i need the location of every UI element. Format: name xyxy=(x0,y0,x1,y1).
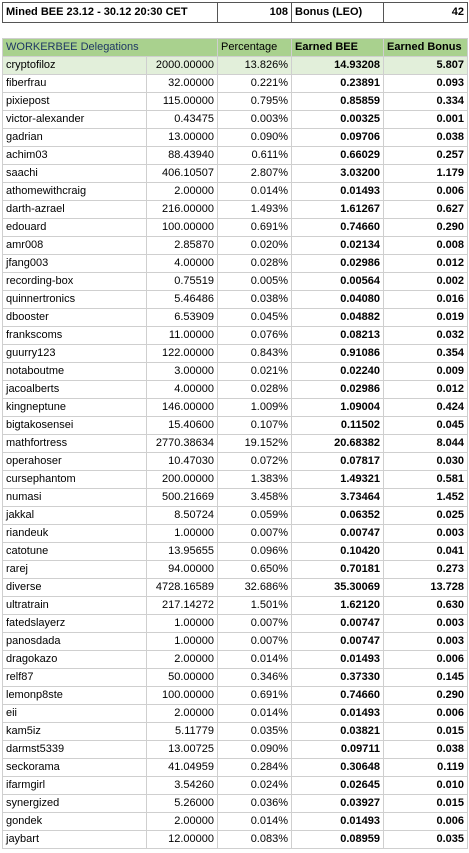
earned-bee-cell[interactable]: 0.23891 xyxy=(292,75,384,93)
percentage-cell[interactable]: 2.807% xyxy=(218,165,292,183)
table-row xyxy=(3,471,468,489)
percentage-cell[interactable]: 0.038% xyxy=(218,291,292,309)
delegator-name-cell[interactable]: gadrian xyxy=(3,129,147,147)
table-row xyxy=(3,165,468,183)
table-row xyxy=(3,381,468,399)
earned-bonus-cell[interactable]: 0.627 xyxy=(384,201,468,219)
table-row xyxy=(3,651,468,669)
delegator-name-cell[interactable]: seckorama xyxy=(3,759,147,777)
delegation-amount-cell[interactable]: 3.54260 xyxy=(147,777,218,795)
earned-bee-cell[interactable]: 0.00325 xyxy=(292,111,384,129)
earned-bonus-cell[interactable]: 0.030 xyxy=(384,453,468,471)
percentage-cell[interactable]: 0.020% xyxy=(218,237,292,255)
table-row xyxy=(3,561,468,579)
earned-bonus-cell[interactable]: 0.012 xyxy=(384,255,468,273)
delegation-amount-cell[interactable]: 115.00000 xyxy=(147,93,218,111)
delegation-amount-cell[interactable]: 406.10507 xyxy=(147,165,218,183)
delegation-amount-cell[interactable]: 3.00000 xyxy=(147,363,218,381)
percentage-cell[interactable]: 0.014% xyxy=(218,705,292,723)
delegation-amount-cell[interactable]: 2.00000 xyxy=(147,705,218,723)
earned-bee-cell[interactable]: 0.07817 xyxy=(292,453,384,471)
delegation-amount-cell[interactable]: 13.95655 xyxy=(147,543,218,561)
percentage-cell[interactable]: 0.059% xyxy=(218,507,292,525)
delegation-amount-cell[interactable]: 5.11779 xyxy=(147,723,218,741)
delegator-name-cell[interactable]: cursephantom xyxy=(3,471,147,489)
earned-bee-cell[interactable]: 0.30648 xyxy=(292,759,384,777)
earned-bee-cell[interactable]: 0.00747 xyxy=(292,615,384,633)
earned-bonus-cell[interactable]: 0.045 xyxy=(384,417,468,435)
table-row xyxy=(3,219,468,237)
delegation-amount-cell[interactable]: 88.43940 xyxy=(147,147,218,165)
header-earned-bee[interactable]: Earned BEE xyxy=(292,39,384,57)
delegations-table xyxy=(2,2,468,849)
percentage-cell[interactable]: 0.843% xyxy=(218,345,292,363)
table-row xyxy=(3,831,468,849)
earned-bonus-cell[interactable]: 13.728 xyxy=(384,579,468,597)
table-row xyxy=(3,291,468,309)
earned-bee-cell[interactable]: 3.73464 xyxy=(292,489,384,507)
blank-row xyxy=(3,23,468,39)
mined-value-cell[interactable]: 108 xyxy=(218,3,292,23)
delegator-name-cell[interactable]: recording-box xyxy=(3,273,147,291)
delegator-name-cell[interactable]: diverse xyxy=(3,579,147,597)
delegation-amount-cell[interactable]: 8.50724 xyxy=(147,507,218,525)
table-row xyxy=(3,417,468,435)
percentage-cell[interactable]: 19.152% xyxy=(218,435,292,453)
earned-bonus-cell[interactable]: 0.119 xyxy=(384,759,468,777)
delegator-name-cell[interactable]: kingneptune xyxy=(3,399,147,417)
earned-bonus-cell[interactable]: 0.012 xyxy=(384,381,468,399)
earned-bonus-cell[interactable]: 0.257 xyxy=(384,147,468,165)
delegator-name-cell[interactable]: catotune xyxy=(3,543,147,561)
percentage-cell[interactable]: 3.458% xyxy=(218,489,292,507)
earned-bonus-cell[interactable]: 0.032 xyxy=(384,327,468,345)
delegation-amount-cell[interactable]: 100.00000 xyxy=(147,687,218,705)
earned-bonus-cell[interactable]: 0.009 xyxy=(384,363,468,381)
table-row xyxy=(3,795,468,813)
earned-bee-cell[interactable]: 0.02134 xyxy=(292,237,384,255)
table-row xyxy=(3,507,468,525)
earned-bee-cell[interactable]: 0.11502 xyxy=(292,417,384,435)
earned-bee-cell[interactable]: 20.68382 xyxy=(292,435,384,453)
percentage-cell[interactable]: 0.028% xyxy=(218,255,292,273)
delegation-amount-cell[interactable]: 2000.00000 xyxy=(147,57,218,75)
table-row xyxy=(3,813,468,831)
earned-bonus-cell[interactable]: 0.019 xyxy=(384,309,468,327)
table-row xyxy=(3,345,468,363)
table-row xyxy=(3,57,468,75)
delegator-name-cell[interactable]: ifarmgirl xyxy=(3,777,147,795)
delegation-amount-cell[interactable]: 4728.16589 xyxy=(147,579,218,597)
earned-bee-cell[interactable]: 1.09004 xyxy=(292,399,384,417)
percentage-cell[interactable]: 0.795% xyxy=(218,93,292,111)
earned-bee-cell[interactable]: 0.01493 xyxy=(292,183,384,201)
delegation-amount-cell[interactable]: 500.21669 xyxy=(147,489,218,507)
earned-bonus-cell[interactable]: 0.006 xyxy=(384,813,468,831)
percentage-cell[interactable]: 0.090% xyxy=(218,129,292,147)
delegation-amount-cell[interactable]: 1.00000 xyxy=(147,525,218,543)
table-row xyxy=(3,705,468,723)
percentage-cell[interactable]: 0.083% xyxy=(218,831,292,849)
percentage-cell[interactable]: 0.035% xyxy=(218,723,292,741)
delegator-name-cell[interactable]: mathfortress xyxy=(3,435,147,453)
table-row xyxy=(3,435,468,453)
table-row xyxy=(3,741,468,759)
percentage-cell[interactable]: 0.691% xyxy=(218,687,292,705)
table-row xyxy=(3,201,468,219)
delegation-amount-cell[interactable]: 0.43475 xyxy=(147,111,218,129)
table-row xyxy=(3,111,468,129)
percentage-cell[interactable]: 0.021% xyxy=(218,363,292,381)
bonus-value-cell[interactable]: 42 xyxy=(384,3,468,23)
delegator-name-cell[interactable]: pixiepost xyxy=(3,93,147,111)
blank-cell[interactable] xyxy=(3,23,468,39)
earned-bonus-cell[interactable]: 0.006 xyxy=(384,183,468,201)
table-row xyxy=(3,777,468,795)
delegator-name-cell[interactable]: numasi xyxy=(3,489,147,507)
earned-bee-cell[interactable]: 35.30069 xyxy=(292,579,384,597)
earned-bee-cell[interactable]: 0.01493 xyxy=(292,813,384,831)
percentage-cell[interactable]: 32.686% xyxy=(218,579,292,597)
delegation-amount-cell[interactable]: 200.00000 xyxy=(147,471,218,489)
earned-bee-cell[interactable]: 0.74660 xyxy=(292,687,384,705)
table-row xyxy=(3,723,468,741)
earned-bee-cell[interactable]: 0.09711 xyxy=(292,741,384,759)
delegation-amount-cell[interactable]: 216.00000 xyxy=(147,201,218,219)
delegator-name-cell[interactable]: kam5iz xyxy=(3,723,147,741)
earned-bee-cell[interactable]: 1.49321 xyxy=(292,471,384,489)
earned-bonus-cell[interactable]: 5.807 xyxy=(384,57,468,75)
earned-bonus-cell[interactable]: 0.006 xyxy=(384,705,468,723)
delegation-amount-cell[interactable]: 5.46486 xyxy=(147,291,218,309)
delegation-amount-cell[interactable]: 94.00000 xyxy=(147,561,218,579)
table-row xyxy=(3,273,468,291)
earned-bonus-cell[interactable]: 8.044 xyxy=(384,435,468,453)
earned-bonus-cell[interactable]: 0.630 xyxy=(384,597,468,615)
earned-bee-cell[interactable]: 0.66029 xyxy=(292,147,384,165)
earned-bonus-cell[interactable]: 0.003 xyxy=(384,525,468,543)
earned-bee-cell[interactable]: 0.01493 xyxy=(292,651,384,669)
delegator-name-cell[interactable]: dbooster xyxy=(3,309,147,327)
delegator-name-cell[interactable]: guurry123 xyxy=(3,345,147,363)
delegator-name-cell[interactable]: rarej xyxy=(3,561,147,579)
earned-bee-cell[interactable]: 0.10420 xyxy=(292,543,384,561)
bonus-label-cell[interactable]: Bonus (LEO) xyxy=(292,3,384,23)
percentage-cell[interactable]: 0.221% xyxy=(218,75,292,93)
earned-bee-cell[interactable]: 0.02986 xyxy=(292,255,384,273)
delegation-amount-cell[interactable]: 2.00000 xyxy=(147,183,218,201)
table-row xyxy=(3,453,468,471)
delegator-name-cell[interactable]: jaybart xyxy=(3,831,147,849)
header-percentage[interactable]: Percentage xyxy=(218,39,292,57)
table-row xyxy=(3,489,468,507)
earned-bee-cell[interactable]: 1.62120 xyxy=(292,597,384,615)
earned-bonus-cell[interactable]: 0.290 xyxy=(384,687,468,705)
earned-bonus-cell[interactable]: 0.001 xyxy=(384,111,468,129)
earned-bonus-cell[interactable]: 0.038 xyxy=(384,129,468,147)
delegator-name-cell[interactable]: amr008 xyxy=(3,237,147,255)
earned-bonus-cell[interactable]: 0.093 xyxy=(384,75,468,93)
earned-bee-cell[interactable]: 14.93208 xyxy=(292,57,384,75)
earned-bee-cell[interactable]: 0.02986 xyxy=(292,381,384,399)
table-row xyxy=(3,183,468,201)
delegation-amount-cell[interactable]: 12.00000 xyxy=(147,831,218,849)
percentage-cell[interactable]: 0.014% xyxy=(218,651,292,669)
delegator-name-cell[interactable]: jfang003 xyxy=(3,255,147,273)
table-row xyxy=(3,597,468,615)
percentage-cell[interactable]: 0.028% xyxy=(218,381,292,399)
delegation-amount-cell[interactable]: 5.26000 xyxy=(147,795,218,813)
earned-bee-cell[interactable]: 0.03821 xyxy=(292,723,384,741)
table-row xyxy=(3,669,468,687)
header-delegations[interactable]: WORKERBEE Delegations xyxy=(3,39,218,57)
earned-bee-cell[interactable]: 1.61267 xyxy=(292,201,384,219)
delegator-name-cell[interactable]: achim03 xyxy=(3,147,147,165)
delegation-amount-cell[interactable]: 41.04959 xyxy=(147,759,218,777)
delegation-amount-cell[interactable]: 1.00000 xyxy=(147,615,218,633)
delegator-name-cell[interactable]: synergized xyxy=(3,795,147,813)
delegation-amount-cell[interactable]: 217.14272 xyxy=(147,597,218,615)
delegator-name-cell[interactable]: victor-alexander xyxy=(3,111,147,129)
delegator-name-cell[interactable]: cryptofiloz xyxy=(3,57,147,75)
earned-bee-cell[interactable]: 0.09706 xyxy=(292,129,384,147)
earned-bee-cell[interactable]: 0.00747 xyxy=(292,633,384,651)
earned-bonus-cell[interactable]: 0.006 xyxy=(384,651,468,669)
table-row xyxy=(3,579,468,597)
earned-bee-cell[interactable]: 0.06352 xyxy=(292,507,384,525)
table-row xyxy=(3,237,468,255)
delegation-amount-cell[interactable]: 4.00000 xyxy=(147,381,218,399)
percentage-cell[interactable]: 0.096% xyxy=(218,543,292,561)
earned-bonus-cell[interactable]: 0.010 xyxy=(384,777,468,795)
earned-bonus-cell[interactable]: 0.581 xyxy=(384,471,468,489)
delegation-amount-cell[interactable]: 10.47030 xyxy=(147,453,218,471)
delegator-name-cell[interactable]: notaboutme xyxy=(3,363,147,381)
percentage-cell[interactable]: 0.014% xyxy=(218,183,292,201)
earned-bonus-cell[interactable]: 0.016 xyxy=(384,291,468,309)
percentage-cell[interactable]: 0.691% xyxy=(218,219,292,237)
earned-bonus-cell[interactable]: 0.008 xyxy=(384,237,468,255)
delegator-name-cell[interactable]: operahoser xyxy=(3,453,147,471)
delegator-name-cell[interactable]: edouard xyxy=(3,219,147,237)
earned-bonus-cell[interactable]: 0.041 xyxy=(384,543,468,561)
table-row xyxy=(3,75,468,93)
percentage-cell[interactable]: 0.014% xyxy=(218,813,292,831)
delegation-amount-cell[interactable]: 100.00000 xyxy=(147,219,218,237)
delegator-name-cell[interactable]: gondek xyxy=(3,813,147,831)
delegator-name-cell[interactable]: dragokazo xyxy=(3,651,147,669)
percentage-cell[interactable]: 1.383% xyxy=(218,471,292,489)
earned-bonus-cell[interactable]: 0.334 xyxy=(384,93,468,111)
earned-bee-cell[interactable]: 3.03200 xyxy=(292,165,384,183)
header-row xyxy=(3,39,468,57)
percentage-cell[interactable]: 0.005% xyxy=(218,273,292,291)
header-earned-bonus[interactable]: Earned Bonus xyxy=(384,39,468,57)
delegator-name-cell[interactable]: bigtakosensei xyxy=(3,417,147,435)
delegator-name-cell[interactable]: jacoalberts xyxy=(3,381,147,399)
earned-bee-cell[interactable]: 0.04882 xyxy=(292,309,384,327)
table-row xyxy=(3,129,468,147)
table-row xyxy=(3,543,468,561)
delegation-amount-cell[interactable]: 32.00000 xyxy=(147,75,218,93)
delegator-name-cell[interactable]: saachi xyxy=(3,165,147,183)
delegator-name-cell[interactable]: ultratrain xyxy=(3,597,147,615)
earned-bonus-cell[interactable]: 1.179 xyxy=(384,165,468,183)
percentage-cell[interactable]: 0.007% xyxy=(218,525,292,543)
table-row xyxy=(3,687,468,705)
delegation-amount-cell[interactable]: 2.85870 xyxy=(147,237,218,255)
percentage-cell[interactable]: 0.107% xyxy=(218,417,292,435)
delegator-name-cell[interactable]: frankscoms xyxy=(3,327,147,345)
earned-bonus-cell[interactable]: 0.424 xyxy=(384,399,468,417)
table-row xyxy=(3,93,468,111)
percentage-cell[interactable]: 0.007% xyxy=(218,615,292,633)
delegator-name-cell[interactable]: darth-azrael xyxy=(3,201,147,219)
delegator-name-cell[interactable]: panosdada xyxy=(3,633,147,651)
delegation-amount-cell[interactable]: 11.00000 xyxy=(147,327,218,345)
delegator-name-cell[interactable]: lemonp8ste xyxy=(3,687,147,705)
percentage-cell[interactable]: 0.090% xyxy=(218,741,292,759)
percentage-cell[interactable]: 1.493% xyxy=(218,201,292,219)
earned-bonus-cell[interactable]: 0.038 xyxy=(384,741,468,759)
percentage-cell[interactable]: 0.076% xyxy=(218,327,292,345)
earned-bonus-cell[interactable]: 0.290 xyxy=(384,219,468,237)
table-row xyxy=(3,327,468,345)
earned-bee-cell[interactable]: 0.02240 xyxy=(292,363,384,381)
percentage-cell[interactable]: 0.346% xyxy=(218,669,292,687)
table-row xyxy=(3,633,468,651)
delegator-name-cell[interactable]: fiberfrau xyxy=(3,75,147,93)
table-row xyxy=(3,147,468,165)
percentage-cell[interactable]: 0.045% xyxy=(218,309,292,327)
earned-bee-cell[interactable]: 0.04080 xyxy=(292,291,384,309)
earned-bonus-cell[interactable]: 0.003 xyxy=(384,633,468,651)
delegator-name-cell[interactable]: quinnertronics xyxy=(3,291,147,309)
delegator-name-cell[interactable]: athomewithcraig xyxy=(3,183,147,201)
delegation-amount-cell[interactable]: 2770.38634 xyxy=(147,435,218,453)
earned-bee-cell[interactable]: 0.03927 xyxy=(292,795,384,813)
delegation-amount-cell[interactable]: 146.00000 xyxy=(147,399,218,417)
delegation-amount-cell[interactable]: 50.00000 xyxy=(147,669,218,687)
percentage-cell[interactable]: 1.009% xyxy=(218,399,292,417)
delegator-name-cell[interactable]: eii xyxy=(3,705,147,723)
earned-bee-cell[interactable]: 0.00747 xyxy=(292,525,384,543)
table-row xyxy=(3,759,468,777)
earned-bee-cell[interactable]: 0.74660 xyxy=(292,219,384,237)
percentage-cell[interactable]: 0.007% xyxy=(218,633,292,651)
delegator-name-cell[interactable]: riandeuk xyxy=(3,525,147,543)
earned-bee-cell[interactable]: 0.70181 xyxy=(292,561,384,579)
earned-bee-cell[interactable]: 0.01493 xyxy=(292,705,384,723)
earned-bee-cell[interactable]: 0.00564 xyxy=(292,273,384,291)
table-row xyxy=(3,399,468,417)
percentage-cell[interactable]: 0.024% xyxy=(218,777,292,795)
delegation-amount-cell[interactable]: 1.00000 xyxy=(147,633,218,651)
delegation-amount-cell[interactable]: 13.00000 xyxy=(147,129,218,147)
spreadsheet xyxy=(2,2,467,849)
delegation-amount-cell[interactable]: 4.00000 xyxy=(147,255,218,273)
earned-bonus-cell[interactable]: 0.015 xyxy=(384,795,468,813)
earned-bee-cell[interactable]: 0.37330 xyxy=(292,669,384,687)
percentage-cell[interactable]: 1.501% xyxy=(218,597,292,615)
earned-bee-cell[interactable]: 0.85859 xyxy=(292,93,384,111)
delegator-name-cell[interactable]: darmst5339 xyxy=(3,741,147,759)
earned-bonus-cell[interactable]: 0.354 xyxy=(384,345,468,363)
delegation-amount-cell[interactable]: 122.00000 xyxy=(147,345,218,363)
table-row xyxy=(3,363,468,381)
percentage-cell[interactable]: 0.284% xyxy=(218,759,292,777)
table-row xyxy=(3,255,468,273)
earned-bee-cell[interactable]: 0.02645 xyxy=(292,777,384,795)
delegation-amount-cell[interactable]: 13.00725 xyxy=(147,741,218,759)
earned-bee-cell[interactable]: 0.08959 xyxy=(292,831,384,849)
mined-title-cell[interactable]: Mined BEE 23.12 - 30.12 20:30 CET xyxy=(3,3,218,23)
delegator-name-cell[interactable]: jakkal xyxy=(3,507,147,525)
earned-bonus-cell[interactable]: 0.145 xyxy=(384,669,468,687)
percentage-cell[interactable]: 13.826% xyxy=(218,57,292,75)
delegation-amount-cell[interactable]: 2.00000 xyxy=(147,651,218,669)
earned-bonus-cell[interactable]: 1.452 xyxy=(384,489,468,507)
percentage-cell[interactable]: 0.072% xyxy=(218,453,292,471)
delegation-amount-cell[interactable]: 6.53909 xyxy=(147,309,218,327)
table-row xyxy=(3,309,468,327)
earned-bonus-cell[interactable]: 0.273 xyxy=(384,561,468,579)
earned-bonus-cell[interactable]: 0.015 xyxy=(384,723,468,741)
table-row xyxy=(3,615,468,633)
percentage-cell[interactable]: 0.650% xyxy=(218,561,292,579)
earned-bonus-cell[interactable]: 0.003 xyxy=(384,615,468,633)
percentage-cell[interactable]: 0.611% xyxy=(218,147,292,165)
earned-bonus-cell[interactable]: 0.035 xyxy=(384,831,468,849)
earned-bee-cell[interactable]: 0.91086 xyxy=(292,345,384,363)
percentage-cell[interactable]: 0.003% xyxy=(218,111,292,129)
delegator-name-cell[interactable]: fatedslayerz xyxy=(3,615,147,633)
percentage-cell[interactable]: 0.036% xyxy=(218,795,292,813)
summary-row xyxy=(3,3,468,23)
earned-bonus-cell[interactable]: 0.025 xyxy=(384,507,468,525)
earned-bonus-cell[interactable]: 0.002 xyxy=(384,273,468,291)
table-row xyxy=(3,525,468,543)
delegator-name-cell[interactable]: relf87 xyxy=(3,669,147,687)
delegation-amount-cell[interactable]: 15.40600 xyxy=(147,417,218,435)
delegation-amount-cell[interactable]: 2.00000 xyxy=(147,813,218,831)
earned-bee-cell[interactable]: 0.08213 xyxy=(292,327,384,345)
delegation-amount-cell[interactable]: 0.75519 xyxy=(147,273,218,291)
